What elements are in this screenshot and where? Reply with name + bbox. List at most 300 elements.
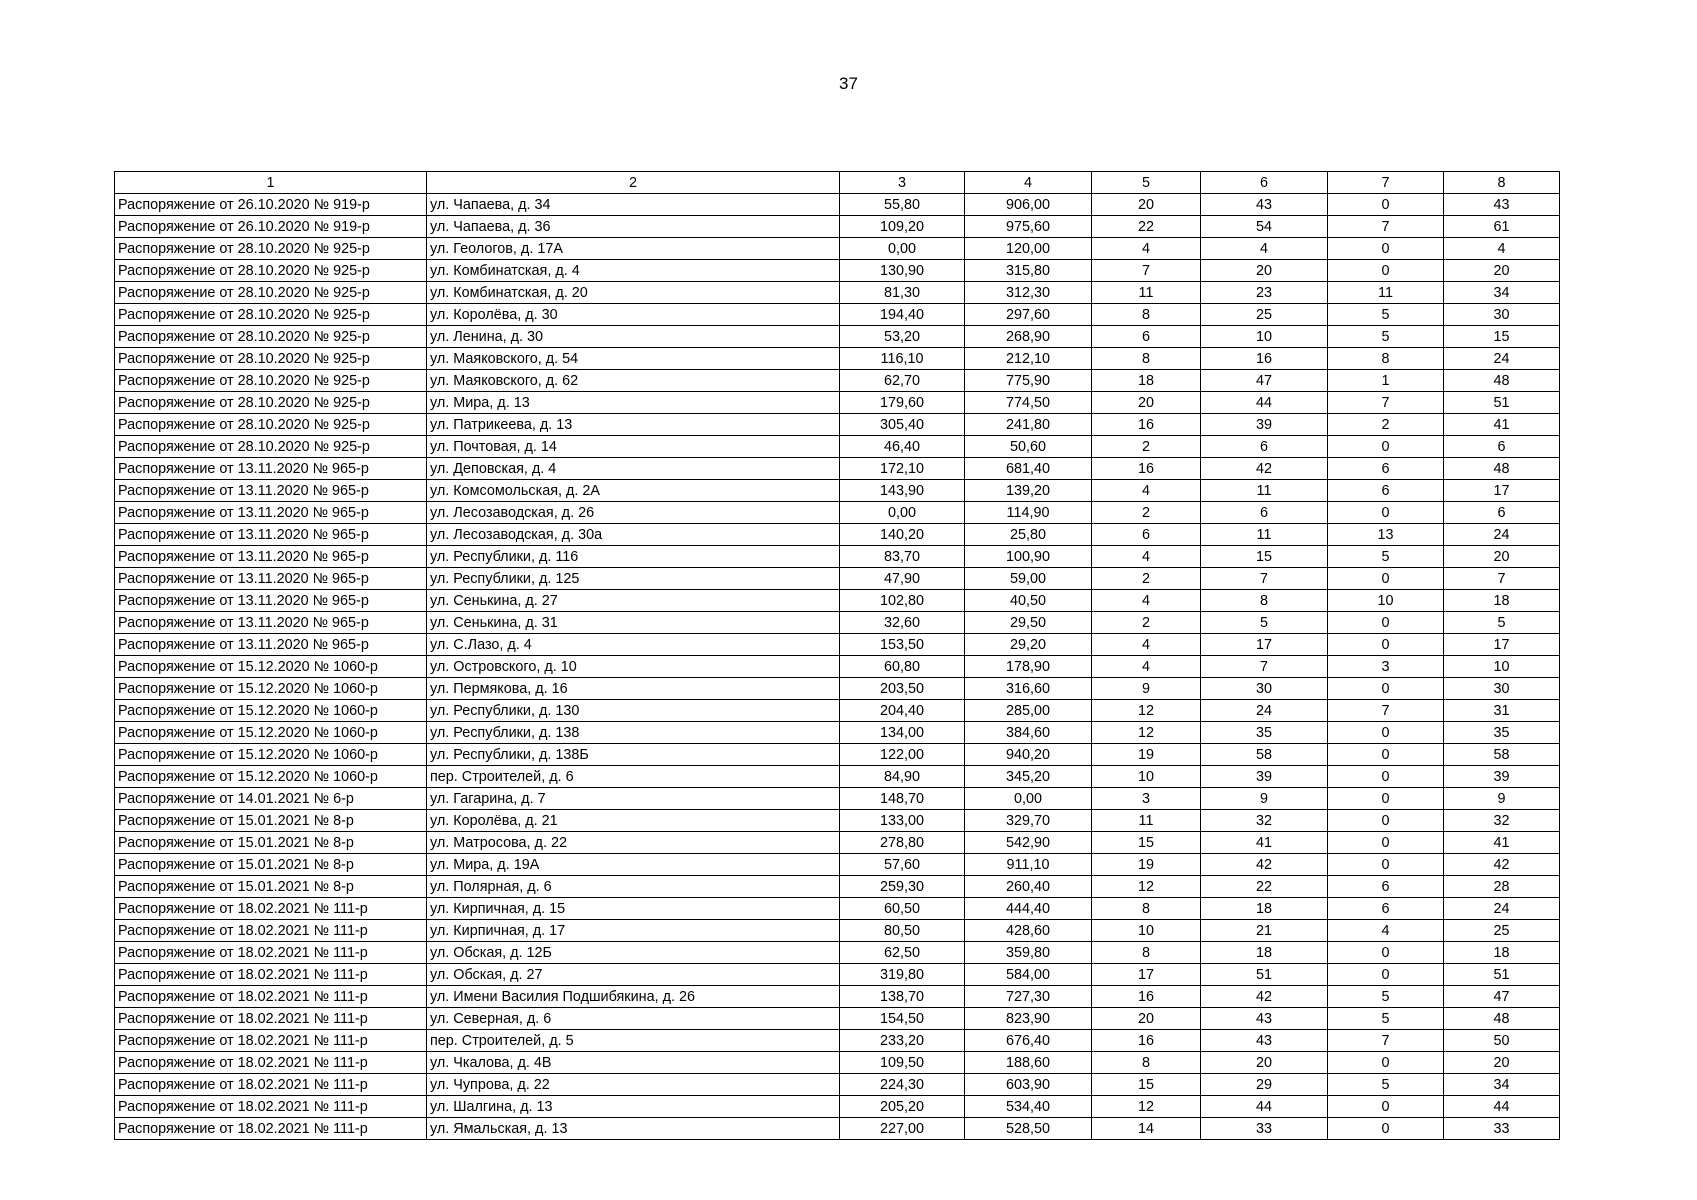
value-cell: 727,30 [965,986,1092,1008]
value-cell: 34 [1444,1074,1560,1096]
value-cell: 16 [1201,348,1328,370]
value-cell: 35 [1444,722,1560,744]
table-row [115,898,1560,920]
value-cell: 12 [1092,876,1201,898]
order-cell: Распоряжение от 13.11.2020 № 965-р [115,634,427,656]
value-cell: 584,00 [965,964,1092,986]
value-cell: 15 [1092,1074,1201,1096]
order-cell: Распоряжение от 13.11.2020 № 965-р [115,546,427,568]
order-cell: Распоряжение от 18.02.2021 № 111-р [115,986,427,1008]
value-cell: 6 [1444,502,1560,524]
value-cell: 8 [1092,1052,1201,1074]
table-row [115,348,1560,370]
table-row [115,480,1560,502]
value-cell: 676,40 [965,1030,1092,1052]
value-cell: 16 [1092,458,1201,480]
value-cell: 774,50 [965,392,1092,414]
value-cell: 823,90 [965,1008,1092,1030]
order-cell: Распоряжение от 15.12.2020 № 1060-р [115,678,427,700]
value-cell: 44 [1201,392,1328,414]
value-cell: 0 [1328,722,1444,744]
value-cell: 259,30 [840,876,965,898]
value-cell: 25 [1444,920,1560,942]
value-cell: 4 [1092,238,1201,260]
value-cell: 203,50 [840,678,965,700]
address-cell: ул. Шалгина, д. 13 [427,1096,840,1118]
value-cell: 18 [1444,942,1560,964]
value-cell: 444,40 [965,898,1092,920]
value-cell: 5 [1328,1074,1444,1096]
value-cell: 4 [1092,590,1201,612]
value-cell: 29,50 [965,612,1092,634]
value-cell: 10 [1444,656,1560,678]
value-cell: 6 [1328,480,1444,502]
value-cell: 329,70 [965,810,1092,832]
value-cell: 0 [1328,194,1444,216]
value-cell: 0,00 [840,238,965,260]
value-cell: 4 [1328,920,1444,942]
value-cell: 0 [1328,854,1444,876]
address-cell: ул. Пермякова, д. 16 [427,678,840,700]
value-cell: 0,00 [965,788,1092,810]
order-cell: Распоряжение от 18.02.2021 № 111-р [115,1096,427,1118]
address-cell: ул. Комсомольская, д. 2А [427,480,840,502]
column-header: 3 [840,172,965,194]
value-cell: 319,80 [840,964,965,986]
data-table [114,171,1560,1140]
value-cell: 22 [1092,216,1201,238]
value-cell: 81,30 [840,282,965,304]
value-cell: 2 [1092,436,1201,458]
value-cell: 61 [1444,216,1560,238]
value-cell: 5 [1444,612,1560,634]
value-cell: 528,50 [965,1118,1092,1140]
value-cell: 297,60 [965,304,1092,326]
value-cell: 278,80 [840,832,965,854]
table-row [115,304,1560,326]
table-row [115,920,1560,942]
value-cell: 204,40 [840,700,965,722]
value-cell: 42 [1201,458,1328,480]
value-cell: 10 [1201,326,1328,348]
value-cell: 4 [1092,546,1201,568]
value-cell: 7 [1201,656,1328,678]
value-cell: 24 [1444,348,1560,370]
table-row [115,370,1560,392]
value-cell: 62,50 [840,942,965,964]
value-cell: 51 [1444,964,1560,986]
value-cell: 5 [1328,986,1444,1008]
value-cell: 44 [1444,1096,1560,1118]
value-cell: 775,90 [965,370,1092,392]
order-cell: Распоряжение от 13.11.2020 № 965-р [115,502,427,524]
value-cell: 6 [1328,458,1444,480]
table-row [115,964,1560,986]
order-cell: Распоряжение от 15.12.2020 № 1060-р [115,700,427,722]
table-row [115,216,1560,238]
value-cell: 54 [1201,216,1328,238]
value-cell: 6 [1201,502,1328,524]
value-cell: 0 [1328,1118,1444,1140]
value-cell: 2 [1092,612,1201,634]
table-row [115,546,1560,568]
order-cell: Распоряжение от 13.11.2020 № 965-р [115,458,427,480]
value-cell: 4 [1092,656,1201,678]
address-cell: ул. Чкалова, д. 4В [427,1052,840,1074]
value-cell: 41 [1444,832,1560,854]
value-cell: 3 [1092,788,1201,810]
order-cell: Распоряжение от 14.01.2021 № 6-р [115,788,427,810]
table-row [115,678,1560,700]
address-cell: ул. Республики, д. 130 [427,700,840,722]
address-cell: ул. Обская, д. 12Б [427,942,840,964]
address-cell: ул. Полярная, д. 6 [427,876,840,898]
address-cell: ул. Лесозаводская, д. 30а [427,524,840,546]
table-row [115,876,1560,898]
order-cell: Распоряжение от 13.11.2020 № 965-р [115,524,427,546]
value-cell: 46,40 [840,436,965,458]
order-cell: Распоряжение от 28.10.2020 № 925-р [115,414,427,436]
page-number: 37 [839,74,858,93]
value-cell: 0 [1328,964,1444,986]
value-cell: 109,50 [840,1052,965,1074]
value-cell: 18 [1201,942,1328,964]
value-cell: 0 [1328,634,1444,656]
value-cell: 285,00 [965,700,1092,722]
value-cell: 0 [1328,1052,1444,1074]
value-cell: 6 [1092,524,1201,546]
value-cell: 116,10 [840,348,965,370]
value-cell: 14 [1092,1118,1201,1140]
value-cell: 205,20 [840,1096,965,1118]
table-row [115,1096,1560,1118]
value-cell: 20 [1444,260,1560,282]
table-row [115,502,1560,524]
value-cell: 43 [1201,1030,1328,1052]
value-cell: 30 [1444,678,1560,700]
value-cell: 241,80 [965,414,1092,436]
order-cell: Распоряжение от 13.11.2020 № 965-р [115,568,427,590]
table-row [115,810,1560,832]
value-cell: 0 [1328,744,1444,766]
order-cell: Распоряжение от 15.12.2020 № 1060-р [115,722,427,744]
value-cell: 9 [1201,788,1328,810]
value-cell: 681,40 [965,458,1092,480]
address-cell: ул. Имени Василия Подшибякина, д. 26 [427,986,840,1008]
value-cell: 7 [1328,216,1444,238]
address-cell: ул. Мира, д. 19А [427,854,840,876]
order-cell: Распоряжение от 18.02.2021 № 111-р [115,1118,427,1140]
column-header: 5 [1092,172,1201,194]
address-cell: ул. Островского, д. 10 [427,656,840,678]
value-cell: 83,70 [840,546,965,568]
value-cell: 22 [1201,876,1328,898]
value-cell: 20 [1092,194,1201,216]
value-cell: 8 [1092,942,1201,964]
value-cell: 31 [1444,700,1560,722]
value-cell: 53,20 [840,326,965,348]
table-row [115,766,1560,788]
value-cell: 7 [1328,700,1444,722]
value-cell: 6 [1092,326,1201,348]
value-cell: 23 [1201,282,1328,304]
value-cell: 940,20 [965,744,1092,766]
address-cell: ул. Ленина, д. 30 [427,326,840,348]
order-cell: Распоряжение от 28.10.2020 № 925-р [115,282,427,304]
value-cell: 17 [1092,964,1201,986]
value-cell: 11 [1201,480,1328,502]
value-cell: 19 [1092,854,1201,876]
value-cell: 50,60 [965,436,1092,458]
value-cell: 42 [1444,854,1560,876]
table-row [115,832,1560,854]
value-cell: 122,00 [840,744,965,766]
value-cell: 8 [1092,304,1201,326]
value-cell: 32 [1201,810,1328,832]
address-cell: ул. Патрикеева, д. 13 [427,414,840,436]
value-cell: 28 [1444,876,1560,898]
value-cell: 19 [1092,744,1201,766]
value-cell: 60,50 [840,898,965,920]
table-row [115,1030,1560,1052]
value-cell: 0 [1328,1096,1444,1118]
value-cell: 42 [1201,986,1328,1008]
value-cell: 4 [1092,634,1201,656]
value-cell: 260,40 [965,876,1092,898]
order-cell: Распоряжение от 18.02.2021 № 111-р [115,920,427,942]
value-cell: 0,00 [840,502,965,524]
table-row [115,942,1560,964]
value-cell: 2 [1092,502,1201,524]
value-cell: 8 [1328,348,1444,370]
value-cell: 6 [1328,876,1444,898]
order-cell: Распоряжение от 18.02.2021 № 111-р [115,964,427,986]
value-cell: 17 [1444,480,1560,502]
value-cell: 5 [1201,612,1328,634]
table-body [115,194,1560,1140]
address-cell: ул. Республики, д. 125 [427,568,840,590]
value-cell: 0 [1328,612,1444,634]
value-cell: 25 [1201,304,1328,326]
order-cell: Распоряжение от 18.02.2021 № 111-р [115,898,427,920]
value-cell: 7 [1444,568,1560,590]
value-cell: 359,80 [965,942,1092,964]
value-cell: 24 [1444,898,1560,920]
value-cell: 20 [1092,392,1201,414]
value-cell: 47,90 [840,568,965,590]
value-cell: 268,90 [965,326,1092,348]
value-cell: 41 [1201,832,1328,854]
value-cell: 975,60 [965,216,1092,238]
value-cell: 4 [1201,238,1328,260]
value-cell: 7 [1092,260,1201,282]
value-cell: 0 [1328,678,1444,700]
value-cell: 35 [1201,722,1328,744]
value-cell: 312,30 [965,282,1092,304]
address-cell: ул. Деповская, д. 4 [427,458,840,480]
order-cell: Распоряжение от 28.10.2020 № 925-р [115,436,427,458]
value-cell: 0 [1328,832,1444,854]
value-cell: 11 [1328,282,1444,304]
value-cell: 33 [1444,1118,1560,1140]
value-cell: 134,00 [840,722,965,744]
value-cell: 48 [1444,458,1560,480]
order-cell: Распоряжение от 28.10.2020 № 925-р [115,392,427,414]
value-cell: 43 [1201,194,1328,216]
order-cell: Распоряжение от 26.10.2020 № 919-р [115,216,427,238]
order-cell: Распоряжение от 18.02.2021 № 111-р [115,1008,427,1030]
value-cell: 224,30 [840,1074,965,1096]
value-cell: 233,20 [840,1030,965,1052]
value-cell: 9 [1444,788,1560,810]
value-cell: 39 [1444,766,1560,788]
column-header: 4 [965,172,1092,194]
value-cell: 10 [1328,590,1444,612]
table-row [115,986,1560,1008]
value-cell: 143,90 [840,480,965,502]
value-cell: 15 [1444,326,1560,348]
value-cell: 345,20 [965,766,1092,788]
value-cell: 62,70 [840,370,965,392]
value-cell: 20 [1201,260,1328,282]
address-cell: ул. Кирпичная, д. 15 [427,898,840,920]
value-cell: 12 [1092,700,1201,722]
value-cell: 24 [1201,700,1328,722]
value-cell: 114,90 [965,502,1092,524]
table-row [115,788,1560,810]
order-cell: Распоряжение от 28.10.2020 № 925-р [115,260,427,282]
address-cell: ул. Комбинатская, д. 20 [427,282,840,304]
order-cell: Распоряжение от 15.01.2021 № 8-р [115,832,427,854]
value-cell: 84,90 [840,766,965,788]
value-cell: 16 [1092,986,1201,1008]
value-cell: 18 [1092,370,1201,392]
value-cell: 130,90 [840,260,965,282]
address-cell: ул. Республики, д. 138 [427,722,840,744]
address-cell: ул. Чупрова, д. 22 [427,1074,840,1096]
value-cell: 1 [1328,370,1444,392]
value-cell: 0 [1328,238,1444,260]
address-cell: ул. Чапаева, д. 34 [427,194,840,216]
value-cell: 51 [1201,964,1328,986]
value-cell: 47 [1444,986,1560,1008]
address-cell: ул. Сенькина, д. 31 [427,612,840,634]
table-row [115,722,1560,744]
table-row [115,524,1560,546]
value-cell: 39 [1201,766,1328,788]
value-cell: 6 [1444,436,1560,458]
value-cell: 32,60 [840,612,965,634]
value-cell: 139,20 [965,480,1092,502]
table-row [115,194,1560,216]
value-cell: 384,60 [965,722,1092,744]
value-cell: 42 [1201,854,1328,876]
value-cell: 11 [1201,524,1328,546]
value-cell: 0 [1328,502,1444,524]
value-cell: 51 [1444,392,1560,414]
value-cell: 315,80 [965,260,1092,282]
value-cell: 3 [1328,656,1444,678]
value-cell: 30 [1201,678,1328,700]
order-cell: Распоряжение от 15.01.2021 № 8-р [115,854,427,876]
value-cell: 179,60 [840,392,965,414]
value-cell: 34 [1444,282,1560,304]
value-cell: 59,00 [965,568,1092,590]
order-cell: Распоряжение от 28.10.2020 № 925-р [115,326,427,348]
value-cell: 0 [1328,260,1444,282]
order-cell: Распоряжение от 15.01.2021 № 8-р [115,876,427,898]
address-cell: ул. Лесозаводская, д. 26 [427,502,840,524]
address-cell: ул. Королёва, д. 30 [427,304,840,326]
value-cell: 0 [1328,810,1444,832]
value-cell: 100,90 [965,546,1092,568]
table-row [115,612,1560,634]
table-row [115,568,1560,590]
order-cell: Распоряжение от 13.11.2020 № 965-р [115,612,427,634]
address-cell: ул. С.Лазо, д. 4 [427,634,840,656]
value-cell: 0 [1328,436,1444,458]
value-cell: 120,00 [965,238,1092,260]
value-cell: 8 [1092,898,1201,920]
value-cell: 55,80 [840,194,965,216]
value-cell: 2 [1328,414,1444,436]
value-cell: 20 [1092,1008,1201,1030]
value-cell: 178,90 [965,656,1092,678]
value-cell: 13 [1328,524,1444,546]
value-cell: 60,80 [840,656,965,678]
order-cell: Распоряжение от 15.12.2020 № 1060-р [115,744,427,766]
value-cell: 4 [1092,480,1201,502]
value-cell: 109,20 [840,216,965,238]
value-cell: 10 [1092,766,1201,788]
value-cell: 603,90 [965,1074,1092,1096]
address-cell: ул. Почтовая, д. 14 [427,436,840,458]
value-cell: 20 [1444,546,1560,568]
value-cell: 21 [1201,920,1328,942]
value-cell: 17 [1444,634,1560,656]
value-cell: 58 [1444,744,1560,766]
order-cell: Распоряжение от 18.02.2021 № 111-р [115,1052,427,1074]
value-cell: 5 [1328,326,1444,348]
value-cell: 44 [1201,1096,1328,1118]
value-cell: 30 [1444,304,1560,326]
value-cell: 48 [1444,370,1560,392]
order-cell: Распоряжение от 18.02.2021 № 111-р [115,1074,427,1096]
value-cell: 5 [1328,546,1444,568]
value-cell: 5 [1328,1008,1444,1030]
value-cell: 24 [1444,524,1560,546]
table-row [115,656,1560,678]
order-cell: Распоряжение от 13.11.2020 № 965-р [115,590,427,612]
value-cell: 7 [1201,568,1328,590]
value-cell: 0 [1328,568,1444,590]
table-row [115,590,1560,612]
value-cell: 15 [1201,546,1328,568]
value-cell: 43 [1201,1008,1328,1030]
address-cell: ул. Геологов, д. 17А [427,238,840,260]
address-cell: ул. Комбинатская, д. 4 [427,260,840,282]
table-row [115,1118,1560,1140]
value-cell: 305,40 [840,414,965,436]
address-cell: ул. Обская, д. 27 [427,964,840,986]
value-cell: 194,40 [840,304,965,326]
value-cell: 154,50 [840,1008,965,1030]
table-row [115,1052,1560,1074]
value-cell: 12 [1092,1096,1201,1118]
value-cell: 6 [1328,898,1444,920]
order-cell: Распоряжение от 15.01.2021 № 8-р [115,810,427,832]
table-row [115,458,1560,480]
